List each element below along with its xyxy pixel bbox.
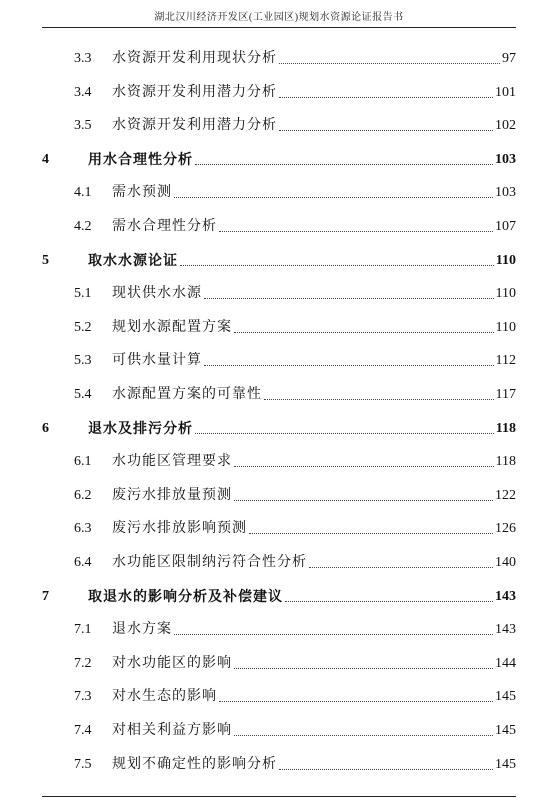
toc-dot-leader	[195, 433, 494, 434]
toc-entry-title: 规划不确定性的影响分析	[112, 756, 277, 772]
toc-entry-title: 退水方案	[112, 622, 172, 638]
toc-entry-number: 6	[42, 420, 49, 436]
toc-entry-title: 需水合理性分析	[112, 219, 217, 234]
toc-entry-line	[112, 218, 516, 236]
toc-section-entry[interactable]	[0, 48, 558, 70]
toc-entry-line	[112, 554, 516, 572]
toc-entry-title: 现状供水水源	[112, 286, 202, 302]
toc-entry-line	[112, 84, 516, 102]
toc-dot-leader	[264, 399, 494, 400]
toc-entry-page: 110	[495, 252, 516, 268]
toc-entry-page: 145	[495, 723, 516, 738]
toc-entry-page: 110	[495, 286, 516, 302]
toc-entry-page: 145	[495, 689, 516, 705]
toc-entry-line	[112, 285, 516, 303]
toc-entry-page: 122	[495, 487, 516, 503]
toc-entry-number: 6.3	[74, 521, 92, 537]
toc-entry-number: 5.4	[74, 387, 92, 402]
toc-entry-number: 7.2	[74, 655, 92, 671]
toc-dot-leader	[279, 130, 493, 131]
toc-entry-line	[112, 520, 516, 538]
toc-section-entry[interactable]	[0, 451, 558, 473]
toc-dot-leader	[174, 197, 493, 198]
toc-entry-number: 4.1	[74, 185, 92, 201]
toc-entry-page: 110	[495, 319, 516, 335]
toc-entry-line	[112, 688, 516, 706]
toc-entry-line	[112, 453, 516, 471]
toc-entry-title: 水功能区管理要求	[112, 454, 232, 470]
toc-entry-line	[112, 352, 516, 370]
toc-chapter-entry[interactable]	[0, 250, 558, 272]
toc-section-entry[interactable]	[0, 350, 558, 372]
toc-entry-page: 144	[495, 655, 516, 671]
toc-entry-line	[112, 50, 516, 68]
toc-entry-number: 3.5	[74, 118, 92, 134]
toc-dot-leader	[195, 164, 493, 165]
toc-entry-title: 水源配置方案的可靠性	[112, 387, 262, 402]
toc-entry-page: 112	[495, 353, 516, 369]
toc-entry-number: 4.2	[74, 219, 92, 234]
toc-section-entry[interactable]	[0, 485, 558, 507]
toc-entry-number: 6.4	[74, 555, 92, 570]
toc-entry-line	[88, 588, 516, 606]
toc-dot-leader	[309, 567, 493, 568]
toc-entry-line	[88, 252, 516, 270]
toc-dot-leader	[279, 769, 493, 770]
toc-dot-leader	[279, 63, 500, 64]
toc-dot-leader	[204, 298, 494, 299]
toc-entry-title: 水资源开发利用现状分析	[112, 51, 277, 66]
toc-entry-page: 107	[495, 219, 516, 234]
toc-entry-number: 5.3	[74, 353, 92, 369]
toc-entry-title: 规划水源配置方案	[112, 319, 232, 335]
toc-entry-title: 废污水排放影响预测	[112, 521, 247, 537]
toc-section-entry[interactable]	[0, 619, 558, 641]
toc-entry-page: 117	[495, 387, 516, 402]
footer-rule	[42, 796, 516, 797]
toc-entry-title: 废污水排放量预测	[112, 487, 232, 503]
toc-section-entry[interactable]	[0, 518, 558, 540]
toc-entry-number: 7.3	[74, 689, 92, 705]
toc-entry-number: 5.1	[74, 286, 92, 302]
toc-entry-title: 取退水的影响分析及补偿建议	[88, 588, 283, 605]
toc-entry-page: 143	[495, 588, 516, 604]
toc-chapter-entry[interactable]	[0, 586, 558, 608]
toc-entry-number: 5.2	[74, 319, 92, 335]
toc-dot-leader	[234, 668, 493, 669]
toc-entry-number: 7	[42, 588, 49, 604]
toc-entry-page: 140	[495, 555, 516, 570]
toc-entry-title: 需水预测	[112, 185, 172, 201]
toc-dot-leader	[234, 500, 493, 501]
toc-entry-title: 对水生态的影响	[112, 689, 217, 705]
toc-dot-leader	[174, 634, 493, 635]
toc-section-entry[interactable]	[0, 317, 558, 339]
toc-entry-page: 118	[495, 420, 516, 436]
toc-entry-number: 6.2	[74, 487, 92, 503]
toc-entry-line	[88, 151, 516, 169]
toc-entry-page: 102	[495, 118, 516, 134]
header-rule	[42, 27, 516, 28]
toc-entry-number: 7.4	[74, 723, 92, 738]
toc-entry-line	[112, 487, 516, 505]
toc-dot-leader	[219, 701, 493, 702]
toc-dot-leader	[234, 332, 494, 333]
toc-section-entry[interactable]	[0, 754, 558, 776]
toc-entry-line	[112, 621, 516, 639]
toc-dot-leader	[234, 466, 494, 467]
toc-entry-line	[112, 386, 516, 404]
toc-dot-leader	[204, 365, 494, 366]
toc-entry-number: 4	[42, 151, 49, 167]
toc-entry-page: 103	[495, 185, 516, 201]
toc-entry-page: 103	[495, 151, 516, 167]
toc-section-entry[interactable]	[0, 653, 558, 675]
toc-dot-leader	[180, 265, 494, 266]
toc-entry-line	[112, 184, 516, 202]
toc-entry-number: 3.4	[74, 84, 92, 100]
toc-entry-number: 7.5	[74, 756, 92, 772]
toc-entry-page: 145	[495, 756, 516, 772]
toc-section-entry[interactable]	[0, 384, 558, 406]
toc-entry-title: 取水水源论证	[88, 252, 178, 269]
toc-entry-title: 退水及排污分析	[88, 420, 193, 437]
toc-section-entry[interactable]	[0, 283, 558, 305]
toc-entry-number: 6.1	[74, 454, 92, 470]
toc-dot-leader	[234, 735, 493, 736]
toc-entry-title: 水功能区限制纳污符合性分析	[112, 555, 307, 570]
toc-section-entry[interactable]	[0, 686, 558, 708]
toc-entry-page: 101	[495, 84, 516, 100]
toc-entry-line	[112, 722, 516, 740]
toc-section-entry[interactable]	[0, 82, 558, 104]
toc-section-entry[interactable]	[0, 552, 558, 574]
toc-entry-page: 126	[495, 521, 516, 537]
toc-entry-line	[112, 117, 516, 135]
toc-entry-page: 118	[495, 454, 516, 470]
toc-section-entry[interactable]	[0, 216, 558, 238]
toc-dot-leader	[279, 97, 493, 98]
toc-entry-title: 可供水量计算	[112, 353, 202, 369]
toc-entry-line	[88, 420, 516, 438]
toc-entry-number: 5	[42, 252, 49, 268]
toc-entry-line	[112, 319, 516, 337]
toc-entry-line	[112, 655, 516, 673]
toc-entry-title: 水资源开发利用潜力分析	[112, 84, 277, 100]
toc-dot-leader	[219, 231, 493, 232]
toc-chapter-entry[interactable]	[0, 149, 558, 171]
toc-dot-leader	[249, 533, 493, 534]
toc-dot-leader	[285, 601, 493, 602]
toc-entry-page: 143	[495, 622, 516, 638]
toc-section-entry[interactable]	[0, 115, 558, 137]
toc-entry-title: 对水功能区的影响	[112, 655, 232, 671]
toc-entry-line	[112, 756, 516, 774]
toc-entry-page: 97	[502, 51, 516, 66]
toc-chapter-entry[interactable]	[0, 418, 558, 440]
toc-section-entry[interactable]	[0, 182, 558, 204]
toc-entry-title: 水资源开发利用潜力分析	[112, 118, 277, 134]
toc-section-entry[interactable]	[0, 720, 558, 742]
toc-entry-number: 3.3	[74, 51, 92, 66]
toc-entry-title: 对相关利益方影响	[112, 723, 232, 738]
page-header: 湖北汉川经济开发区(工业园区)规划水资源论证报告书	[154, 12, 404, 23]
toc-entry-number: 7.1	[74, 622, 92, 638]
toc-entry-title: 用水合理性分析	[88, 151, 193, 168]
